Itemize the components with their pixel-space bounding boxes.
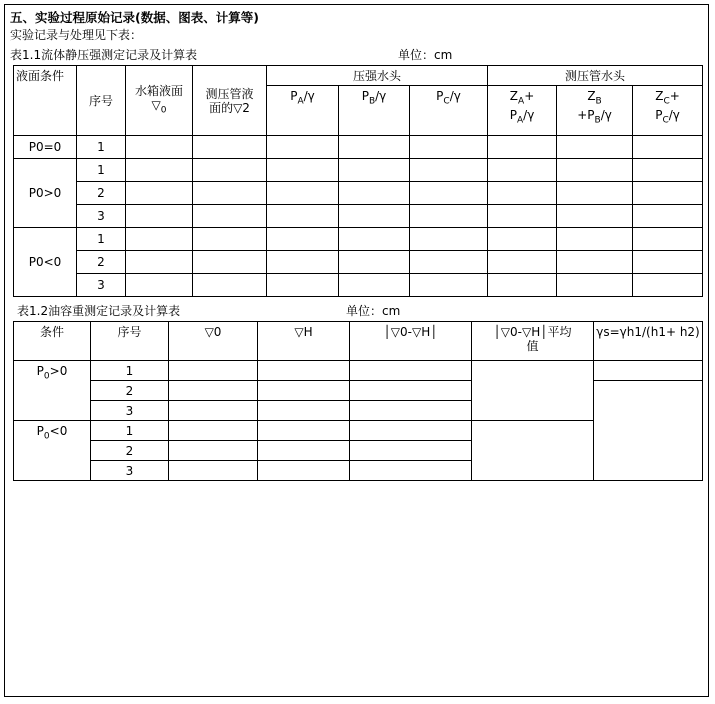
data-cell — [633, 136, 703, 159]
data-cell — [488, 136, 557, 159]
t2-header-vh: ▽H — [258, 322, 350, 361]
condition-cell: $P_0<0$ — [14, 421, 91, 481]
condition-cell: P0>0 — [14, 159, 77, 228]
header-tank-level — [126, 66, 193, 136]
header-pressure-head: 压强水头 — [267, 66, 488, 86]
data-cell — [488, 205, 557, 228]
data-cell — [488, 182, 557, 205]
data-cell — [633, 159, 703, 182]
data-cell — [267, 136, 339, 159]
t2-header-diff: │▽0-▽H│ — [350, 322, 472, 361]
table-row — [14, 381, 703, 401]
data-cell — [169, 461, 258, 481]
data-cell — [126, 205, 193, 228]
data-cell — [267, 274, 339, 297]
data-cell — [169, 421, 258, 441]
data-cell — [350, 441, 472, 461]
data-cell — [350, 421, 472, 441]
seq-cell: 3 — [91, 401, 169, 421]
data-cell — [633, 228, 703, 251]
seq-cell: 1 — [91, 361, 169, 381]
header-pa: $P_A/\gamma$ — [267, 86, 339, 136]
data-cell — [339, 228, 410, 251]
data-cell — [410, 182, 488, 205]
data-cell — [350, 461, 472, 481]
avg-cell — [472, 421, 594, 481]
seq-cell: 1 — [77, 159, 126, 182]
data-cell — [193, 136, 267, 159]
data-cell — [193, 159, 267, 182]
data-cell — [410, 159, 488, 182]
data-cell — [169, 401, 258, 421]
seq-cell: 2 — [91, 441, 169, 461]
data-cell — [339, 136, 410, 159]
header-zc: $Z_C+$ $P_C/\gamma$ — [633, 86, 703, 136]
seq-cell: 3 — [77, 274, 126, 297]
seq-cell: 2 — [77, 182, 126, 205]
t2-header-seq: 序号 — [91, 322, 169, 361]
data-cell — [557, 205, 633, 228]
section-title: 五、实验过程原始记录(数据、图表、计算等) — [10, 10, 259, 25]
data-cell — [193, 182, 267, 205]
data-cell — [169, 381, 258, 401]
intro-text: 实验记录与处理见下表： — [10, 28, 143, 42]
data-cell — [557, 274, 633, 297]
seq-cell: 1 — [77, 228, 126, 251]
data-cell — [633, 182, 703, 205]
data-cell — [488, 274, 557, 297]
data-cell — [339, 274, 410, 297]
seq-cell: 1 — [77, 136, 126, 159]
condition-cell: P0=0 — [14, 136, 77, 159]
data-cell — [339, 182, 410, 205]
header-pb: $P_B/\gamma$ — [339, 86, 410, 136]
data-cell — [410, 136, 488, 159]
tube-level-line1: 测压管液 — [205, 86, 254, 101]
data-cell — [488, 251, 557, 274]
seq-cell: 3 — [77, 205, 126, 228]
tank-level-symbol: ▽ — [151, 97, 161, 112]
data-cell — [350, 401, 472, 421]
header-za: $Z_A+$ $P_A/\gamma$ — [488, 86, 557, 136]
condition-cell: P0<0 — [14, 228, 77, 297]
header-piezo-head: 测压管水头 — [488, 66, 703, 86]
data-cell — [410, 205, 488, 228]
table-row — [14, 205, 703, 228]
data-cell — [633, 274, 703, 297]
data-cell — [633, 251, 703, 274]
pressure-table — [13, 65, 703, 297]
header-zb: $Z_B$ $+P_B/\gamma$ — [557, 86, 633, 136]
data-cell — [557, 136, 633, 159]
table2-caption: 表1.2油容重测定记录及计算表 — [17, 304, 181, 318]
data-cell — [126, 251, 193, 274]
data-cell — [169, 441, 258, 461]
data-cell — [193, 251, 267, 274]
seq-cell: 2 — [91, 381, 169, 401]
data-cell — [258, 421, 350, 441]
data-cell — [339, 251, 410, 274]
table-row — [14, 159, 703, 182]
table1-unit: 单位：cm — [398, 48, 453, 62]
data-cell — [267, 159, 339, 182]
data-cell — [410, 251, 488, 274]
data-cell — [126, 274, 193, 297]
data-cell — [126, 182, 193, 205]
table2-unit: 单位：cm — [346, 304, 401, 318]
data-cell — [193, 228, 267, 251]
table1-caption: 表1.1流体静压强测定记录及计算表 — [10, 48, 198, 62]
data-cell — [557, 228, 633, 251]
data-cell — [488, 159, 557, 182]
table-row — [14, 361, 703, 381]
tube-level-line2: 面的▽2 — [209, 100, 250, 115]
data-cell — [267, 182, 339, 205]
t2-header-condition: 条件 — [14, 322, 91, 361]
data-cell — [126, 228, 193, 251]
table-row — [14, 228, 703, 251]
gamma-cell — [594, 381, 703, 481]
seq-cell: 1 — [91, 421, 169, 441]
header-tube-level — [193, 66, 267, 136]
data-cell — [557, 251, 633, 274]
data-cell — [258, 381, 350, 401]
header-seq: 序号 — [77, 66, 126, 136]
data-cell — [258, 441, 350, 461]
table-row — [14, 274, 703, 297]
data-cell — [258, 461, 350, 481]
table-row — [14, 136, 703, 159]
data-cell — [126, 136, 193, 159]
data-cell — [267, 228, 339, 251]
data-cell — [339, 159, 410, 182]
t2-header-v0: ▽0 — [169, 322, 258, 361]
seq-cell: 3 — [91, 461, 169, 481]
avg-cell — [472, 361, 594, 421]
table-row — [14, 182, 703, 205]
data-cell — [193, 274, 267, 297]
data-cell — [557, 159, 633, 182]
data-cell — [350, 361, 472, 381]
data-cell — [557, 182, 633, 205]
tank-level-sub: 0 — [160, 105, 167, 116]
table-row — [14, 251, 703, 274]
data-cell — [339, 205, 410, 228]
header-condition: 液面条件 — [14, 66, 77, 136]
seq-cell: 2 — [77, 251, 126, 274]
data-cell — [410, 228, 488, 251]
gamma-cell-top — [594, 361, 703, 381]
data-cell — [258, 361, 350, 381]
data-cell — [488, 228, 557, 251]
oil-density-table — [13, 321, 703, 481]
t2-header-avg: │▽0-▽H│平均 值 — [472, 322, 594, 361]
data-cell — [410, 274, 488, 297]
t2-header-gamma: γs=γh1/(h1+ h2) — [594, 322, 703, 361]
data-cell — [258, 401, 350, 421]
tank-level-label: 水箱液面 — [134, 83, 183, 98]
data-cell — [193, 205, 267, 228]
condition-cell: $P_0>0$ — [14, 361, 91, 421]
data-cell — [126, 159, 193, 182]
data-cell — [350, 381, 472, 401]
data-cell — [267, 251, 339, 274]
data-cell — [267, 205, 339, 228]
data-cell — [169, 361, 258, 381]
data-cell — [633, 205, 703, 228]
header-pc: $P_C/\gamma$ — [410, 86, 488, 136]
